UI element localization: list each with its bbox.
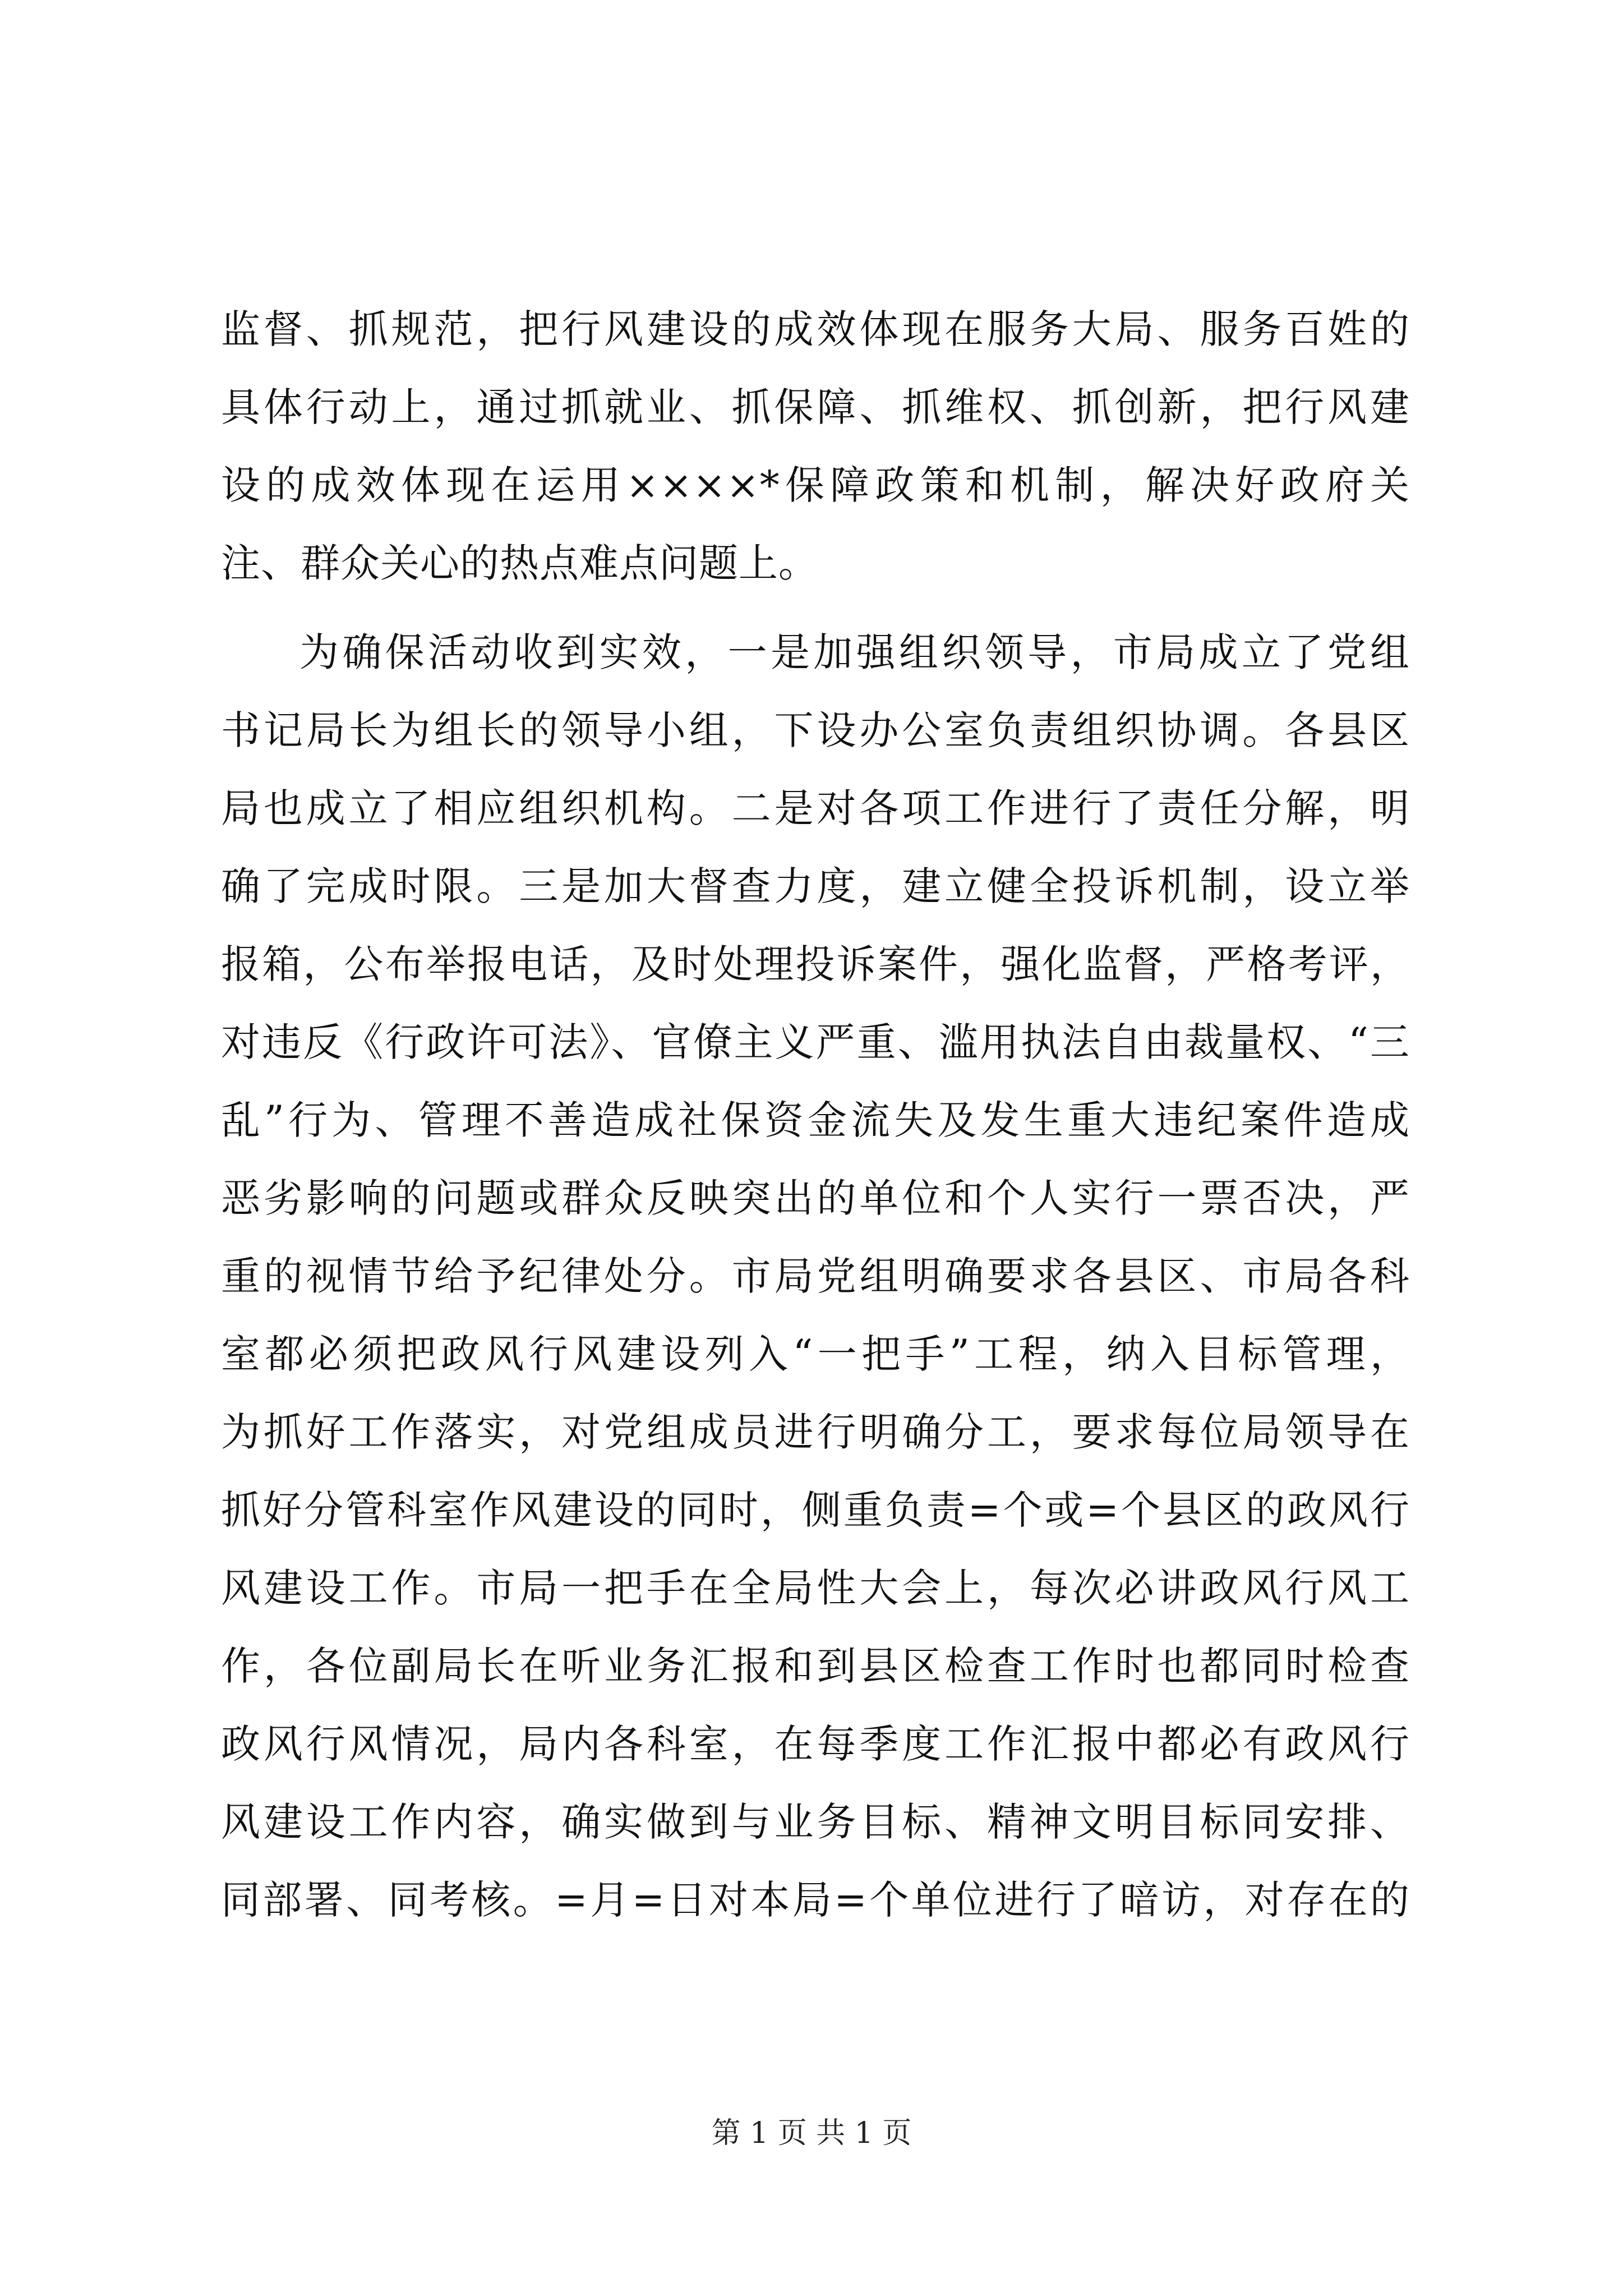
- text-line: 风建设工作。市局一把手在全局性大会上，每次必讲政风行风工: [221, 1565, 1410, 1611]
- text-line: 同部署、同考核。=月=日对本局=个单位进行了暗访，对存在的: [221, 1877, 1410, 1923]
- text-line: 具体行动上，通过抓就业、抓保障、抓维权、抓创新，把行风建: [221, 384, 1410, 430]
- text-line: 风建设工作内容，确实做到与业务目标、精神文明目标同安排、: [221, 1799, 1410, 1845]
- page-footer: 第 1 页 共 1 页: [711, 2116, 912, 2150]
- text-line: 注、群众关心的热点难点问题上。: [221, 540, 818, 586]
- text-line: 政风行风情况，局内各科室，在每季度工作汇报中都必有政风行: [221, 1721, 1410, 1767]
- body-text: [221, 291, 1410, 1939]
- text-line: 恶劣影响的问题或群众反映突出的单位和个人实行一票否决，严: [221, 1175, 1410, 1221]
- text-line: 为确保活动收到实效，一是加强组织领导，市局成立了党组: [299, 629, 1410, 675]
- text-line: 报箱，公布举报电话，及时处理投诉案件，强化监督，严格考评，: [221, 941, 1410, 987]
- paragraph-2: [221, 614, 1410, 1939]
- text-line: 抓好分管科室作风建设的同时，侧重负责=个或=个县区的政风行: [221, 1487, 1410, 1533]
- text-line: 乱”行为、管理不善造成社保资金流失及发生重大违纪案件造成: [221, 1097, 1410, 1143]
- text-line: 重的视情节给予纪律处分。市局党组明确要求各县区、市局各科: [221, 1253, 1410, 1299]
- text-line: 设的成效体现在运用××××*保障政策和机制，解决好政府关: [221, 462, 1410, 508]
- text-line: 确了完成时限。三是加大督查力度，建立健全投诉机制，设立举: [221, 863, 1410, 909]
- text-line: 监督、抓规范，把行风建设的成效体现在服务大局、服务百姓的: [221, 306, 1410, 352]
- text-line: 书记局长为组长的领导小组，下设办公室负责组织协调。各县区: [221, 707, 1410, 753]
- text-line: 对违反《行政许可法》、官僚主义严重、滥用执法自由裁量权、“三: [221, 1019, 1410, 1065]
- text-line: 室都必须把政风行风建设列入“一把手”工程，纳入目标管理，: [221, 1331, 1410, 1377]
- text-line: 作，各位副局长在听业务汇报和到县区检查工作时也都同时检查: [221, 1643, 1410, 1689]
- text-line: 局也成立了相应组织机构。二是对各项工作进行了责任分解，明: [221, 785, 1410, 831]
- paragraph-1: [221, 291, 1410, 602]
- text-line: 为抓好工作落实，对党组成员进行明确分工，要求每位局领导在: [221, 1409, 1410, 1455]
